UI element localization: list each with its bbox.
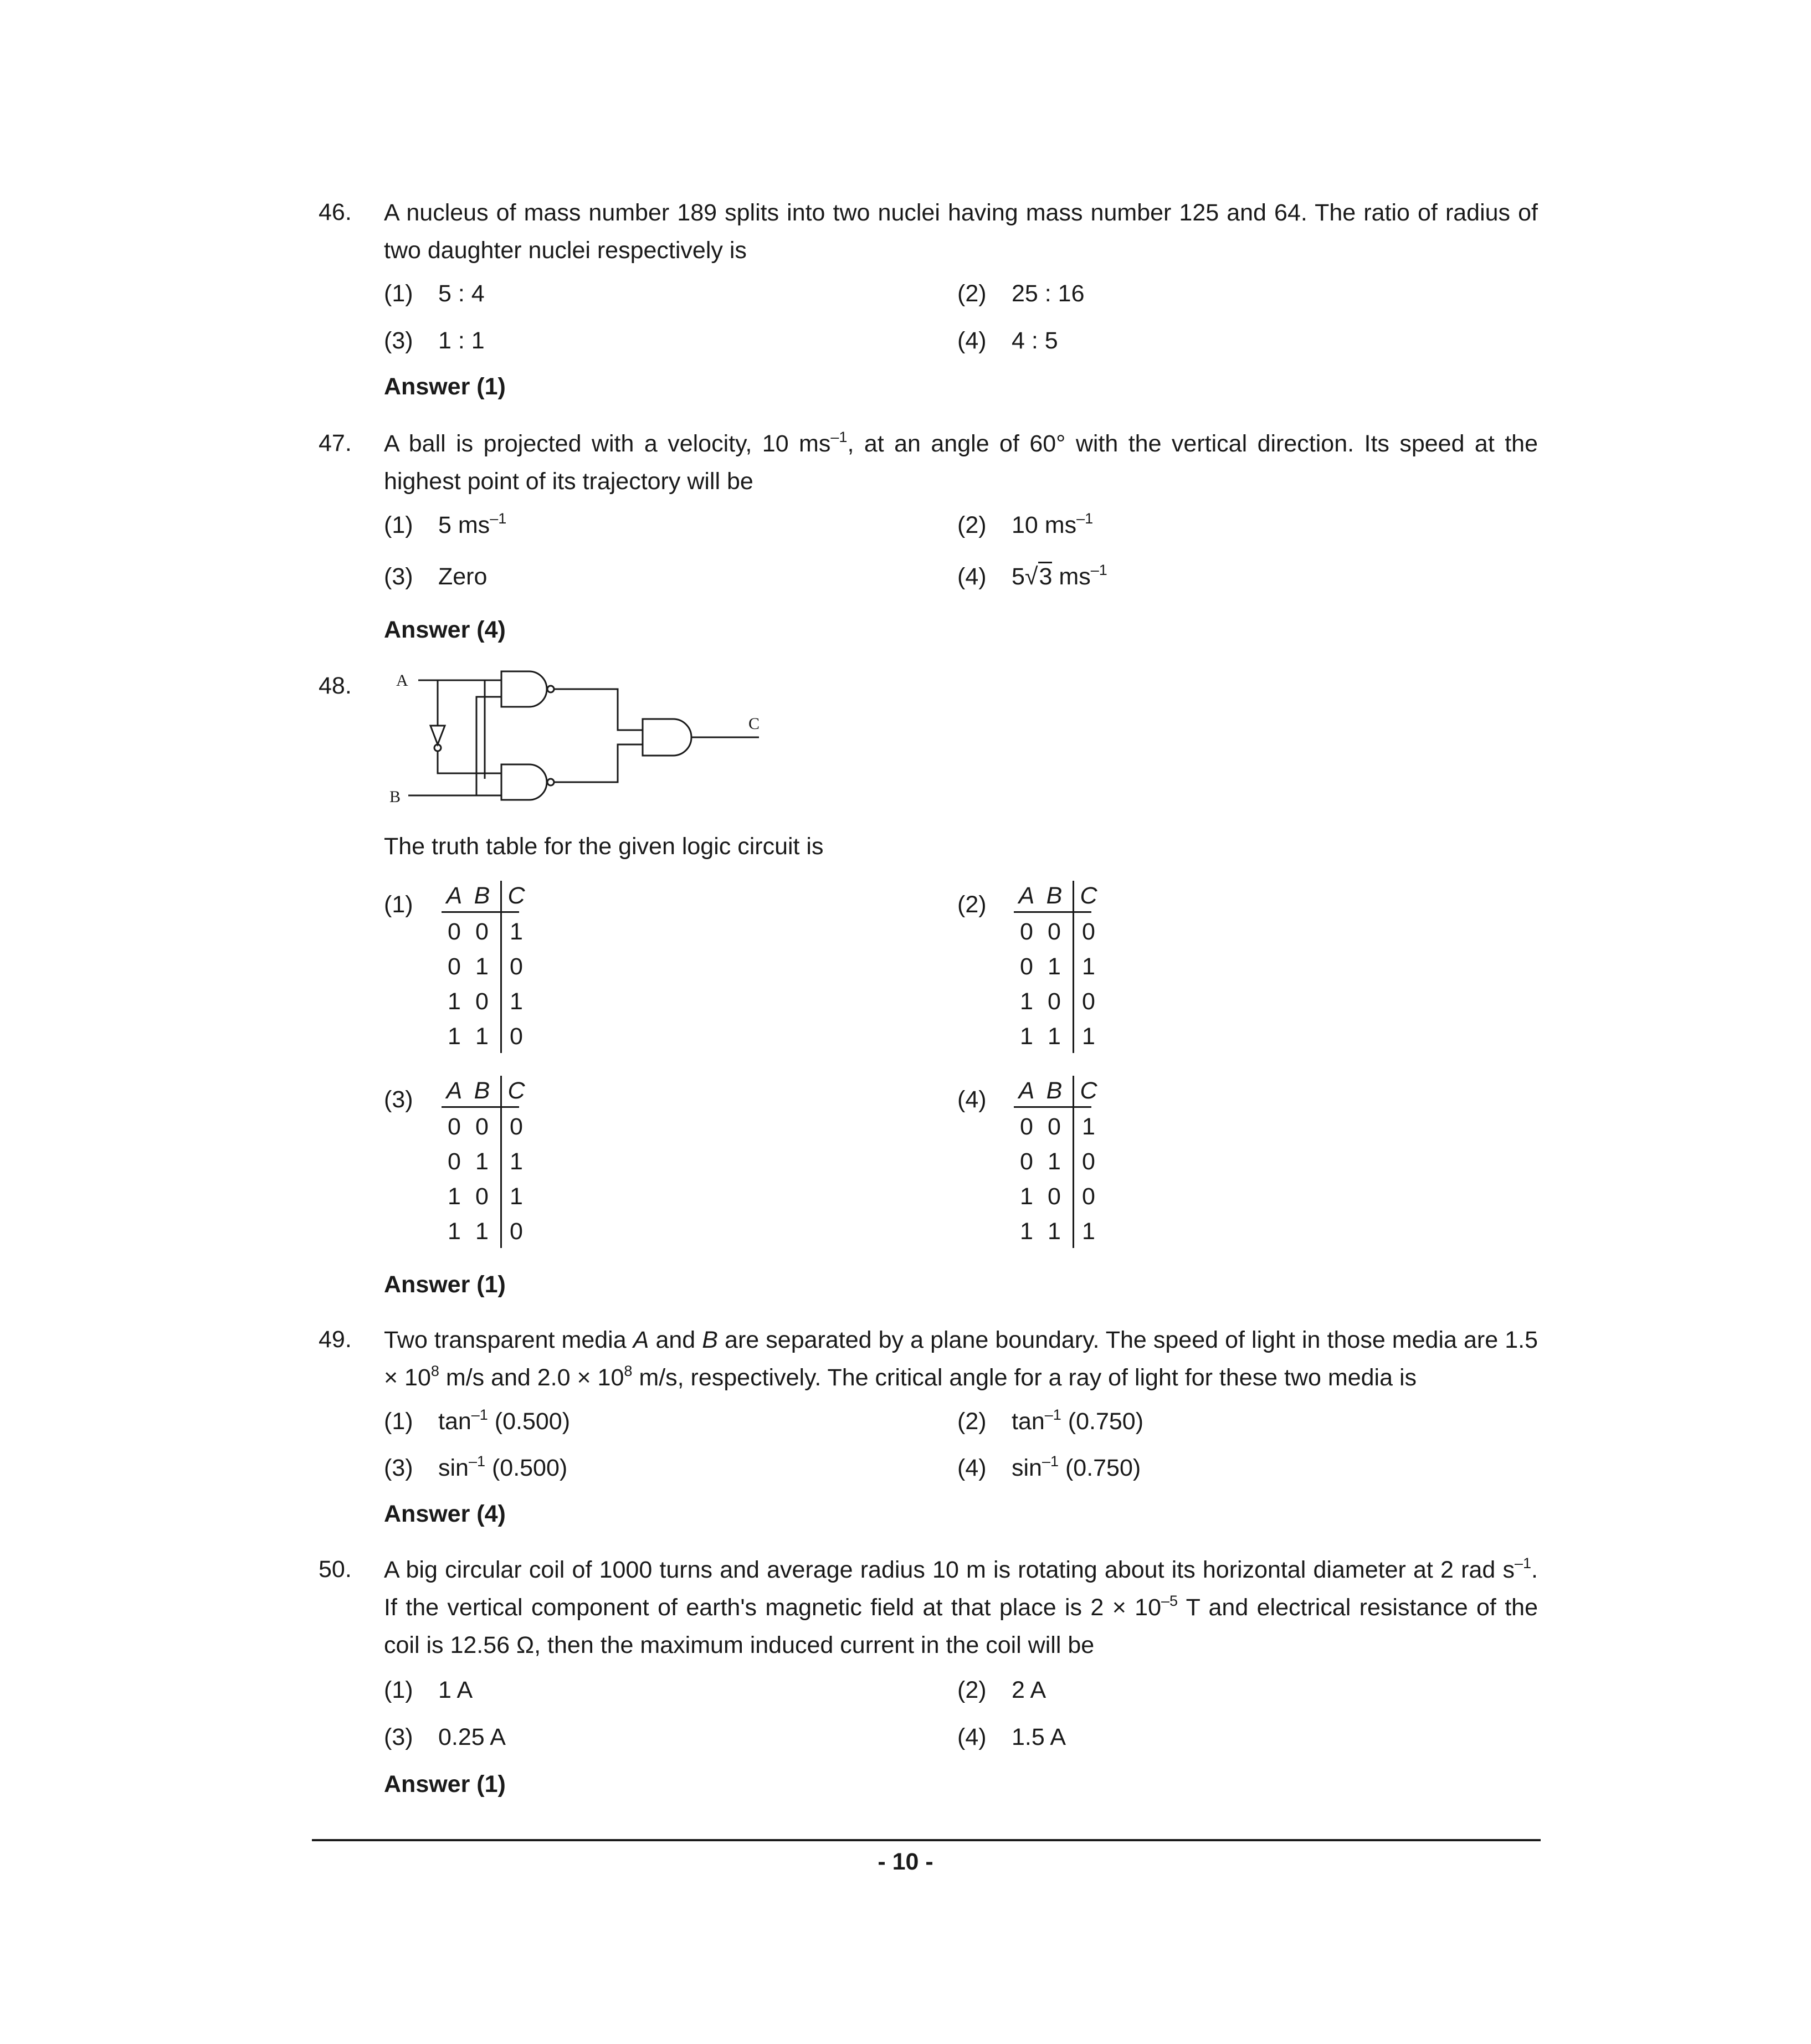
option-2 [957, 1403, 1143, 1440]
option-4 [957, 1719, 1066, 1755]
truth-table-cell: 1 [475, 1218, 489, 1245]
truth-table-header-rule [442, 1106, 519, 1108]
option-label: (2) [957, 280, 987, 307]
option-text: 25 : 16 [1012, 280, 1085, 307]
truth-table-cell: 1 [475, 953, 489, 980]
truth-table-cell: 1 [1020, 988, 1033, 1015]
question-number: 48. [319, 672, 352, 699]
wire-not-out [438, 751, 501, 773]
option-3 [384, 1719, 506, 1755]
option-text: 5 : 4 [438, 280, 485, 307]
truth-table-cell: 1 [510, 1183, 523, 1210]
truth-table-cell: 1 [1048, 1148, 1061, 1175]
option-fn: sin [438, 1455, 469, 1481]
option-text: 1.5 A [1012, 1724, 1066, 1750]
option-text: 5 ms [438, 512, 490, 538]
truth-table-header-rule [1014, 911, 1091, 913]
option-text: Zero [438, 563, 488, 590]
circuit-label-c: C [748, 715, 760, 733]
truth-table-cell: 0 [475, 1183, 489, 1210]
superscript: –1 [490, 510, 507, 527]
question-text: The truth table for the given logic circuit is [384, 833, 824, 860]
option-4 [957, 558, 1107, 595]
truth-table-column-rule [500, 881, 502, 1053]
truth-table-cell: 1 [1082, 1113, 1095, 1140]
option-3 [384, 1450, 567, 1486]
superscript: –1 [1515, 1554, 1532, 1571]
circuit-label-a: A [396, 671, 408, 690]
truth-table-header-cell: C [507, 882, 525, 909]
truth-table-cell: 1 [1082, 953, 1095, 980]
truth-table-header-rule [1014, 1106, 1091, 1108]
truth-table-cell: 0 [1020, 918, 1033, 945]
medium-a: A [633, 1327, 649, 1353]
option-arg: (0.500) [488, 1408, 571, 1435]
wire-upper-out [554, 689, 643, 730]
footer-divider [312, 1839, 1541, 1841]
truth-table-cell: 0 [1082, 988, 1095, 1015]
question-text [384, 425, 1538, 500]
answer: Answer (4) [384, 1501, 506, 1527]
truth-table-cell: 0 [448, 1148, 461, 1175]
truth-table-cell: 0 [1048, 988, 1061, 1015]
truth-table-header-cell: B [1046, 1077, 1063, 1104]
truth-table-header-cell: B [1046, 882, 1063, 909]
option-label: (1) [384, 1677, 413, 1703]
option-arg: (0.750) [1061, 1408, 1144, 1435]
sqrt-radicand: 3 [1038, 562, 1053, 590]
option-label: (4) [957, 327, 987, 354]
superscript: –1 [471, 1406, 488, 1423]
truth-table-header-cell: B [474, 1077, 490, 1104]
option-label: (4) [957, 1724, 987, 1750]
truth-table-cell: 1 [1048, 1218, 1061, 1245]
option-1 [384, 275, 485, 312]
option-4 [957, 1450, 1141, 1486]
truth-table-cell: 0 [1082, 918, 1095, 945]
option-2 [957, 275, 1085, 312]
option-2 [957, 1672, 1046, 1708]
truth-table-header-cell: A [446, 1077, 463, 1104]
truth-table-header-cell: A [1018, 882, 1035, 909]
truth-table-column-rule [500, 1076, 502, 1248]
lower-nand-bubble [547, 779, 554, 785]
superscript: –1 [1076, 510, 1094, 527]
medium-b: B [702, 1327, 718, 1353]
option-text: 0.25 A [438, 1724, 506, 1750]
truth-table-cell: 1 [1020, 1183, 1033, 1210]
option-label: (3) [384, 327, 413, 354]
option-label: (2) [957, 512, 987, 538]
option-text: 5 [1012, 563, 1025, 590]
truth-table-cell: 1 [1020, 1218, 1033, 1245]
text-part: T and electrical resistance of the coil is 12.56 Ω, then the maximum induced current in the coil will be [384, 1594, 1538, 1658]
option-label: (3) [384, 1724, 413, 1750]
text-part: A big circular coil of 1000 turns and average radius 10 m is rotating about its horizontal diameter at 2 rad s [384, 1557, 1515, 1583]
lower-nand-gate [501, 764, 547, 800]
truth-table-cell: 1 [475, 1023, 489, 1050]
option-1 [384, 1403, 570, 1440]
option-label: (2) [957, 1408, 987, 1435]
not-gate-icon [430, 726, 445, 744]
truth-table-cell: 1 [510, 988, 523, 1015]
option-text: 2 A [1012, 1677, 1046, 1703]
question-text: A nucleus of mass number 189 splits into two nuclei having mass number 125 and 64. The ratio of radius of two daughter nuclei respectively is [384, 199, 1538, 264]
truth-table-cell: 0 [1020, 953, 1033, 980]
sqrt-symbol: √3 [1025, 558, 1053, 595]
truth-table-header-cell: C [507, 1077, 525, 1104]
truth-table-header-cell: A [1018, 1077, 1035, 1104]
truth-table-cell: 0 [475, 988, 489, 1015]
option-text: 1 : 1 [438, 327, 485, 354]
truth-table-header-cell: C [1080, 1077, 1097, 1104]
option-unit: ms [1052, 563, 1091, 590]
logic-circuit-diagram [389, 669, 773, 813]
text-part: m/s and 2.0 × 10 [439, 1364, 624, 1391]
truth-table-cell: 1 [510, 918, 523, 945]
truth-table-cell: 0 [448, 918, 461, 945]
upper-nand-bubble [547, 686, 554, 692]
option-2 [957, 507, 1093, 543]
text-part: are separated by a plane boundary. The speed of light in those media are 1.5 × 10 [384, 1327, 1538, 1391]
truth-table-cell: 1 [448, 1218, 461, 1245]
option-label: (2) [957, 1677, 987, 1703]
truth-table-cell: 1 [1082, 1023, 1095, 1050]
truth-table-cell: 0 [1048, 1183, 1061, 1210]
text-part: , at an angle of 60° with the vertical direction. Its speed at the highest point of its trajectory will be [384, 430, 1538, 495]
option-fn: tan [438, 1408, 471, 1435]
truth-table-header-cell: B [474, 882, 490, 909]
option-4 [957, 322, 1058, 359]
question-number: 47. [319, 430, 352, 456]
truth-table-cell: 0 [510, 1218, 523, 1245]
option-label: (4) [957, 563, 987, 590]
text-part: . If the vertical component of earth's magnetic field at that place is 2 × 10 [384, 1557, 1538, 1621]
option-fn: sin [1012, 1455, 1042, 1481]
answer: Answer (1) [384, 1271, 506, 1298]
superscript: –1 [468, 1452, 486, 1470]
truth-table-cell: 0 [1082, 1183, 1095, 1210]
truth-table-column-rule [1073, 1076, 1074, 1248]
final-and-gate [643, 719, 691, 756]
wire-lower-out [554, 744, 643, 782]
truth-table-cell: 0 [475, 918, 489, 945]
truth-table-cell: 1 [1048, 1023, 1061, 1050]
option-text: 1 A [438, 1677, 473, 1703]
upper-nand-gate [501, 671, 547, 707]
truth-table-cell: 1 [448, 1183, 461, 1210]
question-number: 49. [319, 1326, 352, 1353]
truth-table-cell: 1 [1020, 1023, 1033, 1050]
truth-table-cell: 1 [448, 988, 461, 1015]
question-text [384, 1321, 1538, 1396]
option-3 [384, 558, 487, 595]
truth-table-cell: 1 [448, 1023, 461, 1050]
text-part: Two transparent media [384, 1327, 633, 1353]
truth-table-header-cell: A [446, 882, 463, 909]
option-arg: (0.750) [1059, 1455, 1141, 1481]
truth-table-cell: 0 [510, 1113, 523, 1140]
truth-table-header-cell: C [1080, 882, 1097, 909]
superscript: 8 [430, 1362, 439, 1379]
option-arg: (0.500) [485, 1455, 568, 1481]
truth-table-cell: 0 [448, 1113, 461, 1140]
option-label: (3) [384, 1455, 413, 1481]
truth-table-header-rule [442, 911, 519, 913]
page-number: - 10 - [878, 1848, 933, 1875]
superscript: –1 [830, 428, 848, 445]
truth-table-cell: 1 [1082, 1218, 1095, 1245]
question-number: 50. [319, 1556, 352, 1583]
option-text: 10 ms [1012, 512, 1077, 538]
truth-table-cell: 0 [1020, 1148, 1033, 1175]
option-label: (3) [384, 563, 413, 590]
option-3-label: (3) [384, 1086, 413, 1113]
superscript: –5 [1161, 1592, 1178, 1609]
superscript: –1 [1042, 1452, 1059, 1470]
option-2-label: (2) [957, 891, 987, 918]
option-1 [384, 1672, 473, 1708]
option-4-label: (4) [957, 1086, 987, 1113]
option-label: (1) [384, 512, 413, 538]
superscript: –1 [1044, 1406, 1061, 1423]
truth-table-cell: 0 [1048, 918, 1061, 945]
answer: Answer (4) [384, 617, 506, 643]
text-part: and [649, 1327, 702, 1353]
option-label: (1) [384, 280, 413, 307]
option-3 [384, 322, 485, 359]
question-number: 46. [319, 199, 352, 225]
truth-table-cell: 0 [1048, 1113, 1061, 1140]
question-text [384, 1551, 1538, 1664]
option-text: 4 : 5 [1012, 327, 1058, 354]
truth-table-cell: 0 [475, 1113, 489, 1140]
text-part: m/s, respectively. The critical angle for a ray of light for these two media is [632, 1364, 1417, 1391]
truth-table-column-rule [1073, 881, 1074, 1053]
truth-table-cell: 1 [510, 1148, 523, 1175]
wire-b-branch [476, 697, 501, 795]
truth-table-cell: 1 [475, 1148, 489, 1175]
truth-table-cell: 0 [448, 953, 461, 980]
truth-table-cell: 0 [510, 1023, 523, 1050]
answer: Answer (1) [384, 373, 506, 400]
circuit-label-b: B [389, 788, 401, 806]
option-label: (4) [957, 1455, 987, 1481]
answer: Answer (1) [384, 1771, 506, 1798]
option-1 [384, 507, 506, 543]
superscript: 8 [624, 1362, 633, 1379]
option-fn: tan [1012, 1408, 1045, 1435]
truth-table-cell: 0 [1020, 1113, 1033, 1140]
truth-table-cell: 0 [1082, 1148, 1095, 1175]
option-label: (1) [384, 1408, 413, 1435]
text-part: A ball is projected with a velocity, 10 ms [384, 430, 831, 457]
option-1-label: (1) [384, 891, 413, 918]
truth-table-cell: 1 [1048, 953, 1061, 980]
truth-table-cell: 0 [510, 953, 523, 980]
superscript: –1 [1090, 561, 1107, 578]
